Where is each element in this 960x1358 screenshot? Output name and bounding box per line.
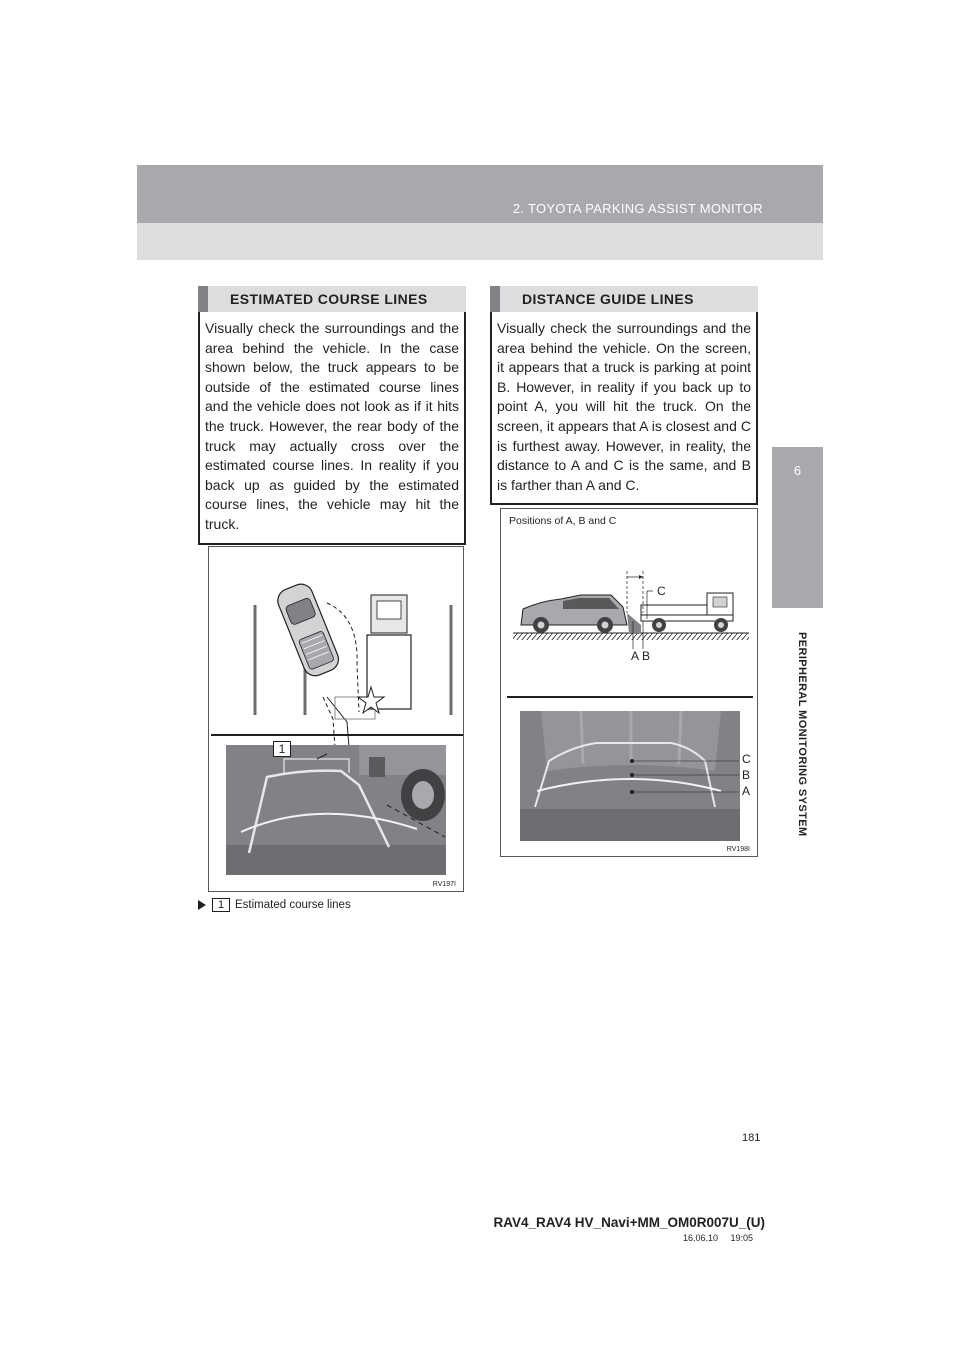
distance-guide-lines-section (490, 286, 758, 505)
section-body-text: Visually check the surroundings and the area behind the vehicle. In the case shown below, the truck appears to be outside of the estimated course lines and the vehicle does not look as if it hits the truck. However, the rear body of the truck may actually cross over the estimated course lines. In reality if you back up as guided by the estimated course lines, the vehicle may hit the truck. (205, 320, 459, 532)
course-lines-illustration (209, 547, 465, 893)
page-number: 181 (742, 1132, 761, 1144)
document-date: 16.06.10 19:05 (682, 1233, 753, 1243)
callout-box (273, 741, 291, 757)
estimated-course-lines-figure (208, 546, 464, 892)
callout-number: 1 (278, 742, 286, 756)
camera-screen (520, 711, 740, 841)
distance-lines-illustration (501, 509, 759, 858)
figure-id: RV197I (432, 881, 456, 888)
figure-caption: Positions of A, B and C (509, 515, 617, 527)
figure-legend (198, 898, 351, 912)
side-label-c: C (657, 584, 666, 598)
section-title (490, 286, 758, 312)
legend-number: 1 (212, 898, 230, 912)
screen-label-b: B (742, 768, 751, 782)
section-body-box (198, 312, 466, 545)
screen-label-a: A (742, 784, 751, 798)
figure-id: RV198I (726, 846, 750, 853)
title-marker (490, 286, 500, 312)
chapter-tab-number: 6 (772, 447, 823, 608)
estimated-course-lines-section (198, 286, 466, 545)
document-title: RAV4_RAV4 HV_Navi+MM_OM0R007U_(U) (493, 1215, 765, 1230)
section-body-text: Visually check the surroundings and the area behind the vehicle. On the screen, it appears that a truck is parking at point B. However, in reality if you back up to point A, you will hit the truck. On the screen, it appears that A is closest and C is furthest away. However, in reality, the distance to A and C is the same, and B is farther than A and C. (497, 320, 751, 493)
header-subband (137, 223, 823, 260)
side-label-b: B (642, 649, 651, 663)
chapter-tab-label: PERIPHERAL MONITORING SYSTEM (796, 632, 808, 837)
legend-text: Estimated course lines (235, 899, 351, 911)
parking-diagram (255, 581, 451, 747)
section-title-text: ESTIMATED COURSE LINES (230, 291, 428, 307)
section-title-text: DISTANCE GUIDE LINES (522, 291, 694, 307)
title-marker (198, 286, 208, 312)
side-view-diagram (513, 571, 749, 649)
bullet-arrow-icon (198, 900, 206, 910)
header-band (137, 165, 823, 223)
distance-guide-lines-figure (500, 508, 758, 857)
camera-screen (226, 745, 446, 875)
screen-label-c: C (742, 752, 751, 766)
chapter-title: 2. TOYOTA PARKING ASSIST MONITOR (512, 201, 763, 216)
section-body-box (490, 312, 758, 505)
section-title (198, 286, 466, 312)
side-label-a: A (631, 649, 640, 663)
